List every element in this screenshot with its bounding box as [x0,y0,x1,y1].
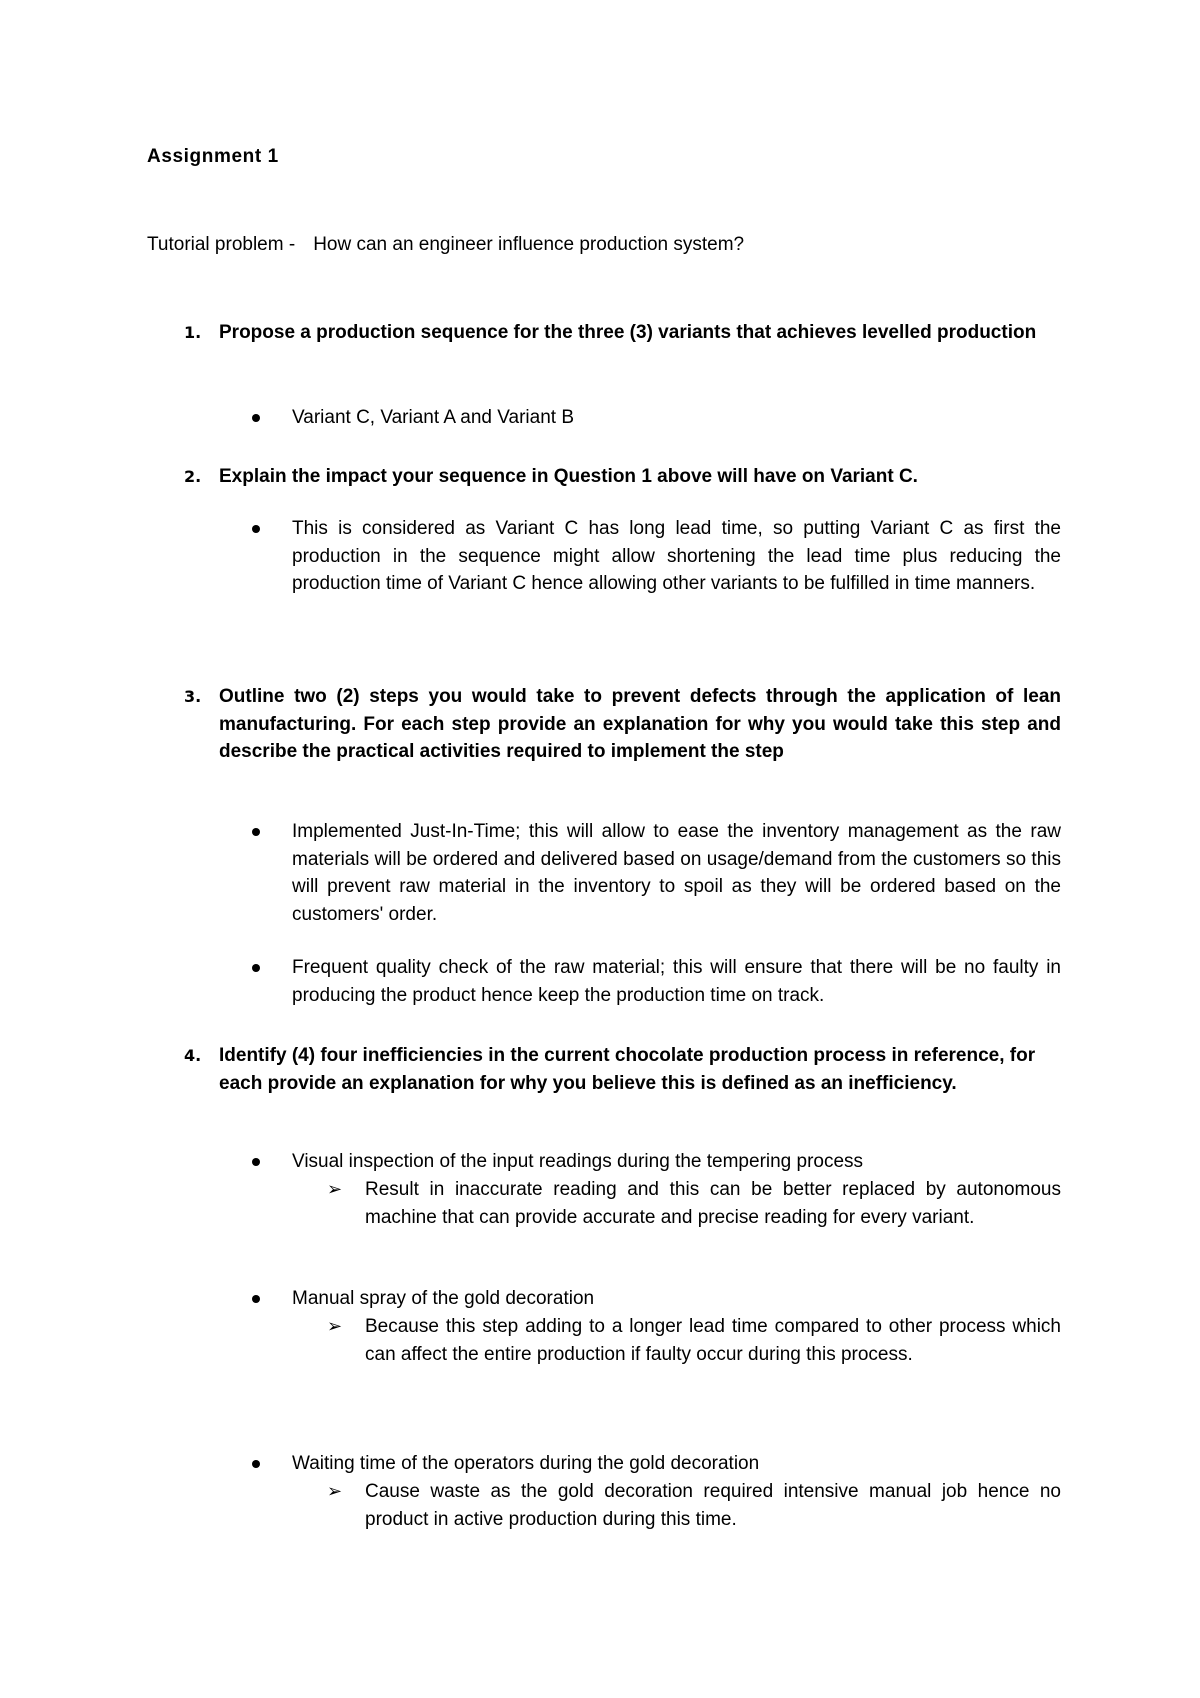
tutorial-problem-line [147,234,744,256]
question-3-answer-1: Implemented Just-In-Time; this will allow to ease the inventory management as the raw materials will be ordered and delivered based on usage/demand from the customers so this will prevent raw material in the inventory to spoil as they will be ordered based on the customers' order. [292,821,1061,926]
question-1-text: Propose a production sequence for the three (3) variants that achieves levelled production [219,322,1037,343]
question-3-number: 3. [184,687,202,706]
question-2-number: 2. [184,467,202,486]
question-3-answer-2: Frequent quality check of the raw material; this will ensure that there will be no faulty in producing the product hence keep the production time on track. [292,957,1061,1006]
bullet-icon [252,1158,260,1166]
question-2-text: Explain the impact your sequence in Question 1 above will have on Variant C. [219,466,918,487]
question-4-answer-2: Manual spray of the gold decoration [292,1288,595,1309]
question-4-number: 4. [184,1046,202,1065]
document-title: Assignment 1 [147,146,279,167]
question-4-answer-2-detail: Because this step adding to a longer lead time compared to other process which can affect the entire production if faulty occur during this process. [365,1316,1061,1365]
bullet-icon [252,1460,260,1468]
bullet-icon [252,828,260,836]
question-4-answer-1-detail: Result in inaccurate reading and this can be better replaced by autonomous machine that can provide accurate and precise reading for every variant. [365,1179,1061,1228]
tutorial-problem-label: Tutorial problem - [147,234,296,255]
question-1-number: 1. [184,323,202,342]
bullet-icon [252,964,260,972]
question-4-answer-3-detail: Cause waste as the gold decoration required intensive manual job hence no product in active production during this time. [365,1481,1061,1530]
arrow-bullet-icon: ➢ [327,1316,343,1336]
bullet-icon [252,525,260,533]
question-4-answer-3: Waiting time of the operators during the gold decoration [292,1453,760,1474]
tutorial-problem-question: How can an engineer influence production system? [313,234,745,255]
bullet-icon [252,1295,260,1303]
arrow-bullet-icon: ➢ [327,1481,343,1501]
question-1-answer-1: Variant C, Variant A and Variant B [292,407,574,428]
question-4-text: Identify (4) four inefficiencies in the current chocolate production process in reference, for each provide an explanation for why you believe this is defined as an inefficiency. [219,1045,1036,1094]
bullet-icon [252,414,260,422]
question-2-answer-1: This is considered as Variant C has long lead time, so putting Variant C as first the production in the sequence might allow shortening the lead time plus reducing the production time of Variant C hence allowing other variants to be fulfilled in time manners. [292,518,1061,595]
question-4-answer-1: Visual inspection of the input readings during the tempering process [292,1151,864,1172]
arrow-bullet-icon: ➢ [327,1179,343,1199]
question-3-text: Outline two (2) steps you would take to prevent defects through the application of lean manufacturing. For each step provide an explanation for why you would take this step and describe the practical activities required to implement the step [219,686,1061,763]
